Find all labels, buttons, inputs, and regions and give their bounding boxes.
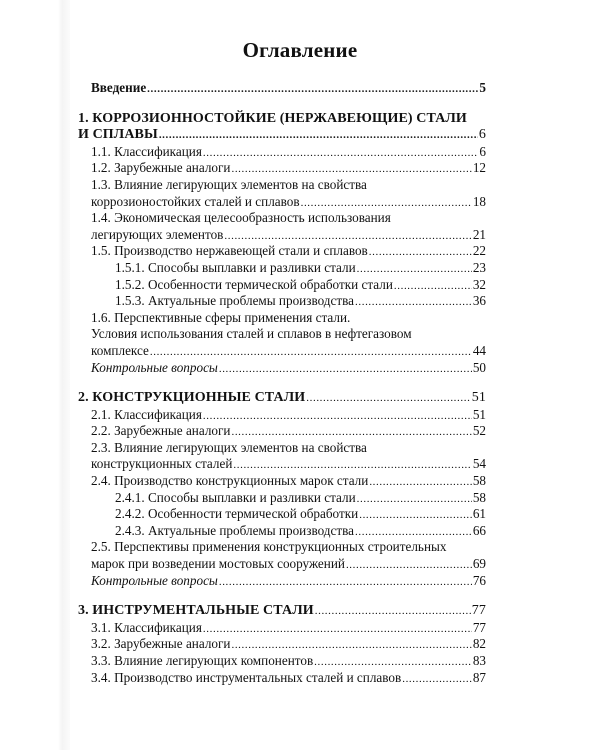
toc-entry-text: 3.4. Производство инструментальных сталей и сплавов (91, 669, 402, 685)
toc-entry-text: 1.5.3. Актуальные проблемы производства (115, 293, 355, 309)
toc-page-number: 5 (479, 80, 486, 95)
toc-entry-text: коррозионостойких сталей и сплавов (91, 193, 300, 209)
toc-entry-2-4[interactable] (78, 473, 486, 490)
dot-leader (402, 671, 472, 688)
toc-entry-text: 2.5. Перспективы применения конструкционных строительных (91, 539, 447, 555)
dot-leader (301, 195, 472, 212)
toc-entry-text: 1.5. Производство нержавеющей стали и сплавов (91, 243, 368, 259)
toc-entry-2-3-line1[interactable] (78, 440, 486, 457)
dot-leader (357, 261, 472, 278)
toc-entry-text: 2.4.1. Способы выплавки и разливки стали (115, 489, 356, 505)
dot-leader (203, 145, 478, 162)
chapter-1-heading[interactable] (78, 127, 486, 144)
toc-page-number: 58 (472, 489, 486, 505)
toc-entry-1-6[interactable] (78, 343, 486, 360)
toc-entry-2-1[interactable] (78, 407, 486, 424)
toc-entry-text: 3.1. Классификация (91, 619, 202, 635)
dot-leader (233, 457, 471, 474)
dot-leader (231, 424, 471, 441)
toc-entry-text: легирующих элементов (91, 226, 224, 242)
toc-page-number: 52 (472, 423, 486, 439)
table-of-contents (78, 80, 486, 686)
toc-page-number: 6 (478, 127, 486, 143)
toc-entry-2-5-line1[interactable] (78, 539, 486, 556)
toc-page-number: 18 (472, 193, 486, 209)
toc-entry-3-2[interactable] (78, 636, 486, 653)
toc-entry-text: марок при возведении мостовых сооружений (91, 556, 345, 572)
toc-page-number: 77 (472, 619, 486, 635)
dot-leader (357, 491, 472, 508)
dot-leader (219, 361, 472, 378)
toc-page-number: 32 (472, 276, 486, 292)
chapter-1-heading-line1[interactable] (78, 111, 486, 128)
toc-entry-1-6-line2[interactable] (78, 326, 486, 343)
dot-leader (369, 244, 472, 261)
toc-entry-1-1[interactable] (78, 144, 486, 161)
dot-leader (147, 81, 478, 98)
toc-entry-3-1[interactable] (78, 620, 486, 637)
toc-entry-text: Введение (91, 80, 147, 95)
toc-entry-text: 2.4.2. Особенности термической обработки (115, 506, 359, 522)
toc-entry-text: 2.1. Классификация (91, 406, 202, 422)
dot-leader (203, 621, 472, 638)
toc-entry-text: 3.3. Влияние легирующих компонентов (91, 653, 314, 668)
toc-entry-text: 1.3. Влияние легирующих элементов на свойства (91, 176, 367, 192)
toc-entry-text: 2.2. Зарубежные аналоги (91, 423, 231, 439)
dot-leader (359, 507, 472, 524)
dot-leader (203, 408, 472, 425)
toc-page-number: 54 (472, 456, 486, 472)
toc-entry-text: 1.2. Зарубежные аналоги (91, 160, 231, 176)
page-title: Оглавление (242, 38, 358, 62)
dot-leader (355, 524, 472, 541)
dot-leader (369, 474, 472, 491)
toc-entry-text: 1.1. Классификация (91, 143, 202, 159)
dot-leader (306, 390, 471, 407)
toc-entry-1-2[interactable] (78, 160, 486, 177)
toc-page-number: 76 (472, 572, 486, 588)
toc-entry-3-4[interactable] (78, 670, 486, 687)
toc-entry-text: 2. КОНСТРУКЦИОННЫЕ СТАЛИ (78, 390, 306, 406)
toc-entry-text: 1.5.2. Особенности термической обработки стали (115, 276, 393, 292)
toc-page-number: 77 (471, 603, 486, 619)
toc-page-number: 58 (472, 473, 486, 489)
toc-entry-2-questions[interactable] (78, 573, 486, 590)
toc-entry-1-questions[interactable] (78, 360, 486, 377)
toc-page-number: 50 (472, 359, 486, 375)
dot-leader (315, 603, 471, 620)
toc-entry-text: 1.4. Экономическая целесообразность использования (91, 210, 391, 226)
toc-entry-2-4-1[interactable] (78, 490, 486, 507)
toc-page-number: 6 (479, 143, 486, 159)
toc-entry-text: конструкционных сталей (91, 456, 233, 472)
toc-entry-text: 1. КОРРОЗИОННОСТОЙКИЕ (НЕРЖАВЕЮЩИЕ) СТАЛИ (78, 110, 467, 126)
toc-page-number: 22 (472, 243, 486, 259)
dot-leader (231, 161, 471, 178)
toc-entry-1-5[interactable] (78, 243, 486, 260)
toc-entry-2-2[interactable] (78, 423, 486, 440)
toc-page-number: 21 (472, 226, 486, 242)
toc-page-number: 36 (472, 293, 486, 309)
dot-leader (159, 127, 478, 144)
toc-entry-text: 1.6. Перспективные сферы применения стали. (91, 309, 351, 325)
toc-page-number: 66 (472, 522, 486, 538)
toc-entry-1-5-3[interactable] (78, 293, 486, 310)
toc-entry-text: 2.3. Влияние легирующих элементов на свойства (91, 439, 367, 455)
toc-page-number: 23 (472, 259, 486, 275)
toc-entry-text: Контрольные вопросы (91, 572, 218, 588)
toc-entry-2-4-3[interactable] (78, 523, 486, 540)
toc-entry-3-3[interactable] (78, 653, 486, 670)
dot-leader (314, 654, 472, 671)
toc-entry-1-6-line1[interactable] (78, 310, 486, 327)
toc-entry-1-4[interactable] (78, 227, 486, 244)
toc-entry-1-5-2[interactable] (78, 277, 486, 294)
toc-entry-intro[interactable] (78, 80, 486, 97)
chapter-2-heading[interactable] (78, 390, 486, 407)
toc-entry-text: 3. ИНСТРУМЕНТАЛЬНЫЕ СТАЛИ (78, 603, 314, 619)
dot-leader (394, 278, 472, 295)
toc-entry-text: Условия использования сталей и сплавов в нефтегазовом (91, 326, 412, 342)
toc-entry-text: 1.5.1. Способы выплавки и разливки стали (115, 259, 356, 275)
toc-page-number: 69 (472, 556, 486, 572)
toc-entry-2-4-2[interactable] (78, 506, 486, 523)
toc-page-number: 87 (472, 669, 486, 685)
toc-entry-1-3[interactable] (78, 194, 486, 211)
toc-entry-1-5-1[interactable] (78, 260, 486, 277)
dot-leader (150, 344, 472, 361)
toc-entry-text: Контрольные вопросы (91, 359, 218, 375)
toc-page-number: 61 (472, 506, 486, 522)
toc-page-number: 83 (472, 653, 486, 668)
toc-page-number: 44 (472, 342, 486, 358)
dot-leader (355, 294, 472, 311)
toc-entry-1-4-line1[interactable] (78, 210, 486, 227)
dot-leader (346, 557, 472, 574)
dot-leader (224, 228, 471, 245)
page-edge-shadow (0, 0, 70, 750)
toc-entry-text: 2.4. Производство конструкционных марок стали (91, 473, 369, 489)
toc-entry-text: комплексе (91, 342, 149, 358)
toc-entry-text: И СПЛАВЫ (78, 127, 158, 143)
toc-page-number: 82 (472, 636, 486, 652)
toc-entry-text: 3.2. Зарубежные аналоги (91, 636, 231, 652)
chapter-3-heading[interactable] (78, 603, 486, 620)
toc-page-number: 12 (472, 160, 486, 176)
toc-entry-2-5[interactable] (78, 556, 486, 573)
toc-entry-text: 2.4.3. Актуальные проблемы производства (115, 522, 355, 538)
toc-page-number: 51 (471, 390, 486, 406)
toc-entry-2-3[interactable] (78, 456, 486, 473)
dot-leader (219, 574, 472, 591)
toc-entry-1-3-line1[interactable] (78, 177, 486, 194)
toc-page-number: 51 (472, 406, 486, 422)
dot-leader (231, 637, 471, 654)
